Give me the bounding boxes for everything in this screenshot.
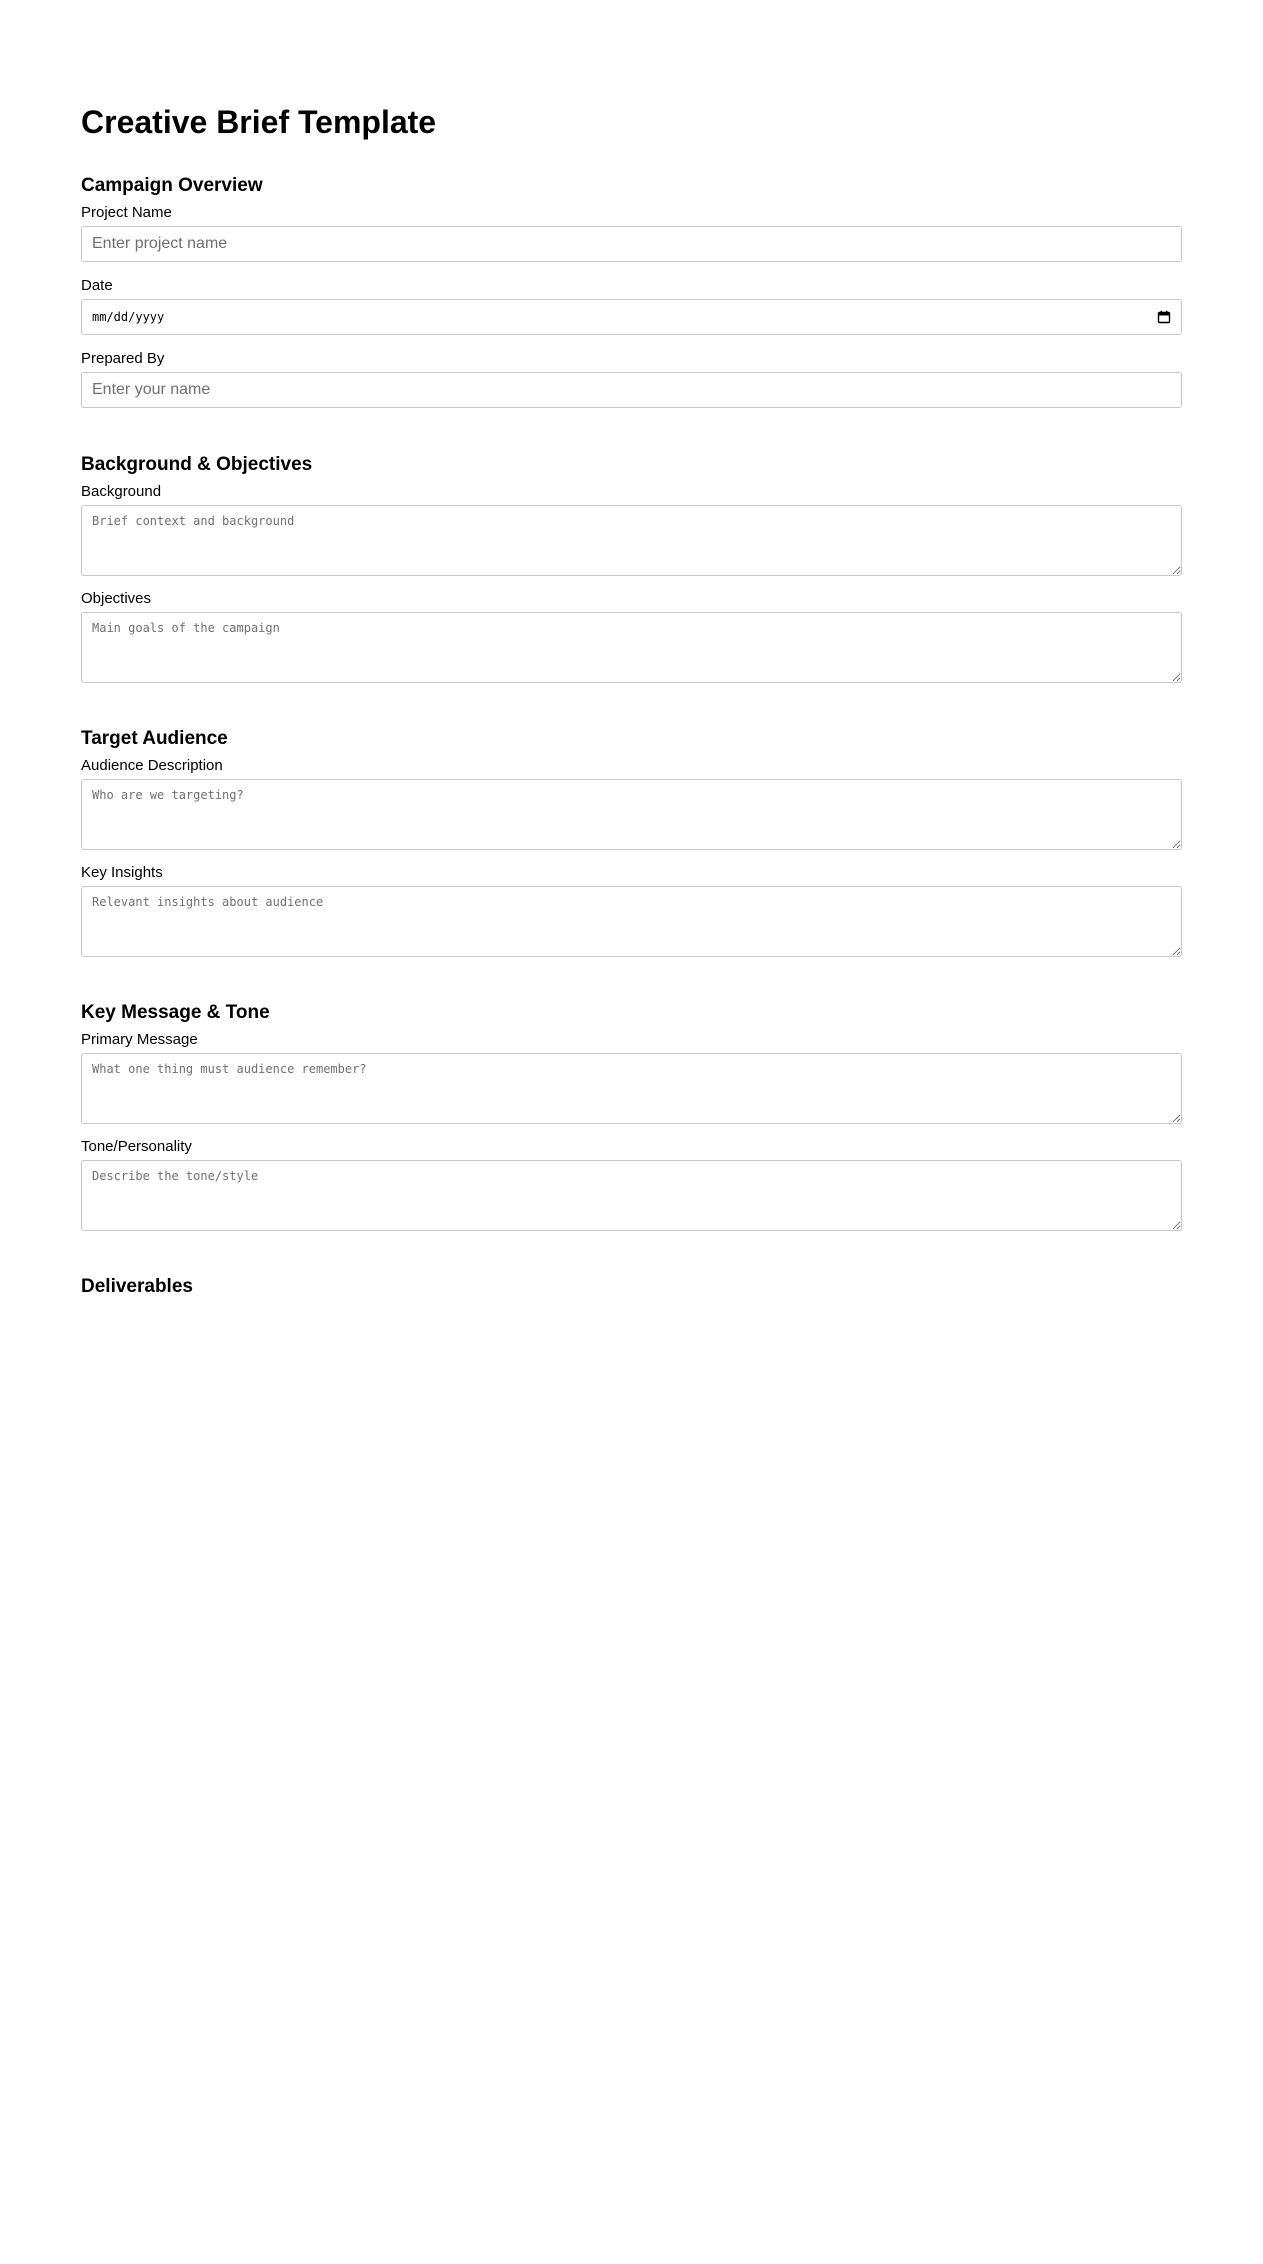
prepared-by-input[interactable] xyxy=(81,372,1182,408)
calendar-icon[interactable] xyxy=(1157,310,1171,324)
section-target-audience xyxy=(81,728,1182,957)
objectives-textarea[interactable] xyxy=(81,612,1182,683)
section-deliverables xyxy=(81,1276,1182,1298)
page-title: Creative Brief Template xyxy=(81,104,437,140)
key-insights-label: Key Insights xyxy=(81,864,163,881)
date-input-value: mm/dd/yyyy xyxy=(92,310,165,324)
section-background-objectives xyxy=(81,454,1182,683)
date-label: Date xyxy=(81,277,113,294)
project-name-label: Project Name xyxy=(81,204,172,221)
objectives-label: Objectives xyxy=(81,590,152,607)
primary-message-textarea[interactable] xyxy=(81,1053,1182,1124)
prepared-by-label: Prepared By xyxy=(81,350,165,367)
tone-personality-label: Tone/Personality xyxy=(81,1138,192,1155)
date-input[interactable] xyxy=(81,299,1182,335)
section-heading-campaign-overview: Campaign Overview xyxy=(81,175,263,196)
section-heading-deliverables: Deliverables xyxy=(81,1276,193,1297)
audience-description-label: Audience Description xyxy=(81,757,223,774)
background-label: Background xyxy=(81,483,162,500)
audience-description-textarea[interactable] xyxy=(81,779,1182,850)
primary-message-label: Primary Message xyxy=(81,1031,198,1048)
section-key-message-tone xyxy=(81,1002,1182,1231)
section-heading-target-audience: Target Audience xyxy=(81,728,228,749)
section-campaign-overview xyxy=(81,175,1182,408)
section-heading-key-message-tone: Key Message & Tone xyxy=(81,1002,270,1023)
key-insights-textarea[interactable] xyxy=(81,886,1182,957)
background-textarea[interactable] xyxy=(81,505,1182,576)
project-name-input[interactable] xyxy=(81,226,1182,262)
section-heading-background-objectives: Background & Objectives xyxy=(81,454,313,475)
tone-personality-textarea[interactable] xyxy=(81,1160,1182,1231)
